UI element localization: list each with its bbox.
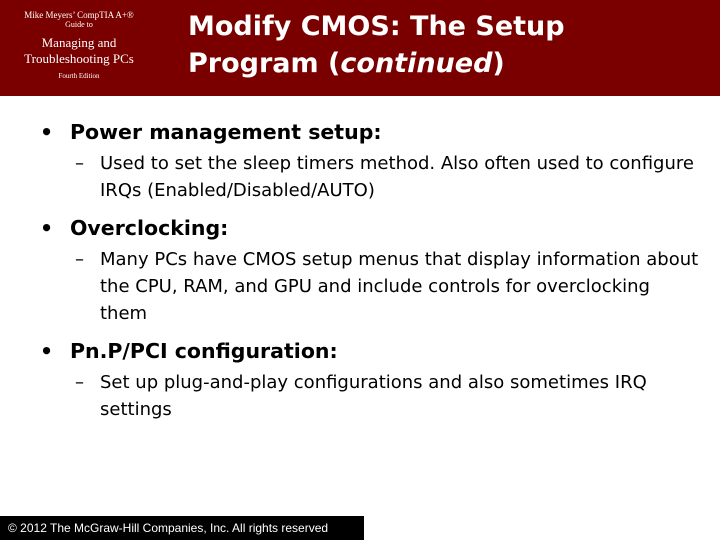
slide-title-line2 [188, 45, 708, 82]
book-cover-label [4, 6, 154, 88]
book-title-line2: Troubleshooting PCs [24, 51, 134, 66]
footer-band [0, 516, 364, 540]
book-edition: Fourth Edition [58, 72, 100, 80]
title-prefix: Program ( [188, 48, 341, 79]
slide-title [188, 8, 708, 82]
copyright-notice: © 2012 The McGraw-Hill Companies, Inc. All rights reserved [8, 521, 329, 535]
header-band [0, 0, 720, 96]
sub-bullet-pnp-pci [40, 369, 700, 423]
slide-body [40, 118, 700, 433]
bullet-label: Overclocking: [70, 216, 229, 240]
sub-bullet-text: Used to set the sleep timers method. Also often used to configure IRQs (Enabled/Disabled/AUTO) [100, 153, 694, 201]
bullet-mark: • [40, 216, 54, 240]
bullet-mark: • [40, 120, 54, 144]
bullet-label: Pn.P/PCI configuration: [70, 339, 338, 363]
bullet-mark: • [40, 339, 54, 363]
sub-bullet-power-management [40, 150, 700, 204]
sub-bullet-text: Set up plug-and-play configurations and also sometimes IRQ settings [100, 372, 647, 420]
title-italic: continued [340, 48, 493, 79]
bullet-overclocking [40, 214, 700, 242]
book-title-line1: Managing and [41, 35, 117, 50]
book-title [4, 35, 154, 67]
slide-title-line1: Modify CMOS: The Setup [188, 11, 565, 42]
bullet-power-management [40, 118, 700, 146]
bullet-pnp-pci [40, 337, 700, 365]
bullet-label: Power management setup: [70, 120, 382, 144]
book-series: Mike Meyers’ CompTIA A+® [24, 10, 134, 20]
sub-bullet-dash: – [75, 153, 84, 174]
sub-bullet-text: Many PCs have CMOS setup menus that display information about the CPU, RAM, and GPU and include controls for overclocking them [100, 249, 699, 324]
sub-bullet-overclocking [40, 246, 700, 327]
title-suffix: ) [492, 48, 505, 79]
sub-bullet-dash: – [75, 249, 84, 270]
sub-bullet-dash: – [75, 372, 84, 393]
book-guide-to: Guide to [65, 20, 93, 29]
